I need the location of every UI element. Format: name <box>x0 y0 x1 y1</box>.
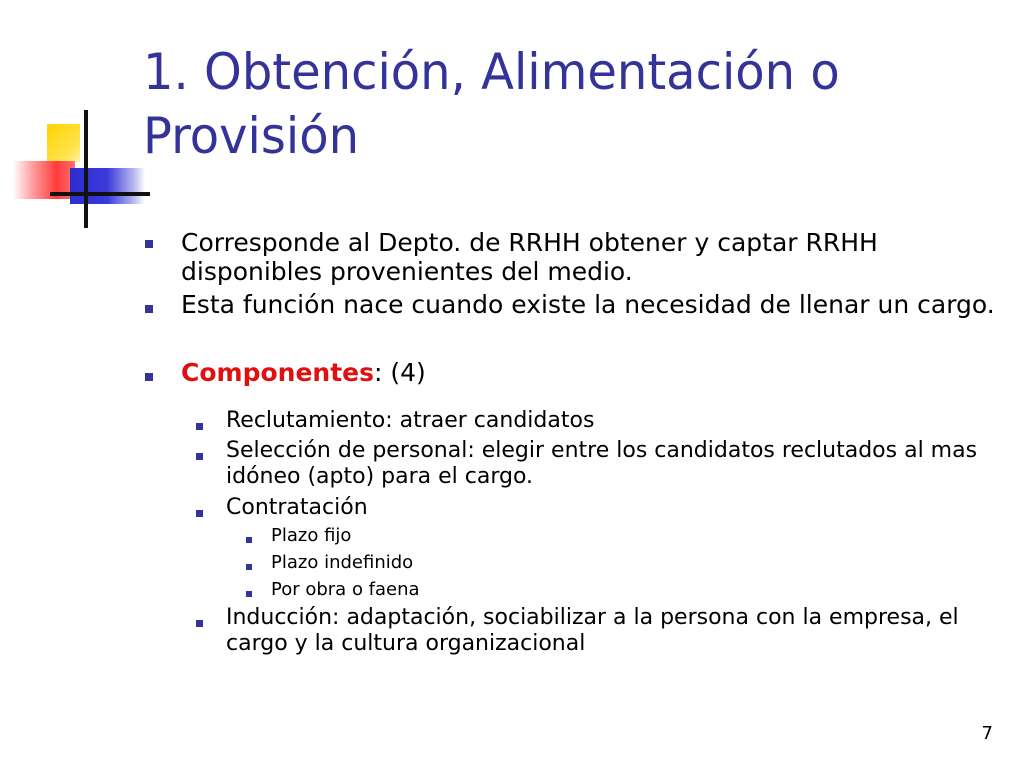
components-count: : (4) <box>373 358 426 387</box>
bullet-text: Corresponde al Depto. de RRHH obtener y captar RRHH disponibles provenientes del medio. <box>181 228 878 286</box>
component-item: Selección de personal: elegir entre los candidatos reclutados al mas idóneo (apto) para el cargo. <box>226 438 978 489</box>
component-item: Inducción: adaptación, sociabilizar a la persona con la empresa, el cargo y la cultura organizacional <box>226 605 959 656</box>
contract-type-item: Plazo fijo <box>271 525 352 546</box>
bullet-square-icon <box>246 591 252 597</box>
bullet-square-icon <box>246 564 252 570</box>
bullet-square-icon <box>196 620 203 627</box>
component-item: Reclutamiento: atraer candidatos <box>226 408 595 433</box>
components-highlight: Componentes <box>181 358 374 387</box>
bullet-components <box>181 358 1001 387</box>
bullet-square-icon <box>145 240 153 248</box>
slide-title: 1. Obtención, Alimentación o Provisión <box>143 43 840 165</box>
bullet-text: Esta función nace cuando existe la necesidad de llenar un cargo. <box>181 290 995 319</box>
page-number: 7 <box>981 723 993 744</box>
bullet-square-icon <box>246 537 252 543</box>
bullet-square-icon <box>145 305 153 313</box>
component-item: Contratación <box>226 495 368 520</box>
bullet-square-icon <box>196 510 203 517</box>
contract-type-item: Por obra o faena <box>271 579 420 600</box>
contract-type-item: Plazo indefinido <box>271 552 414 573</box>
bullet-square-icon <box>145 373 153 381</box>
bullet-square-icon <box>196 453 203 460</box>
bullet-square-icon <box>196 423 203 430</box>
